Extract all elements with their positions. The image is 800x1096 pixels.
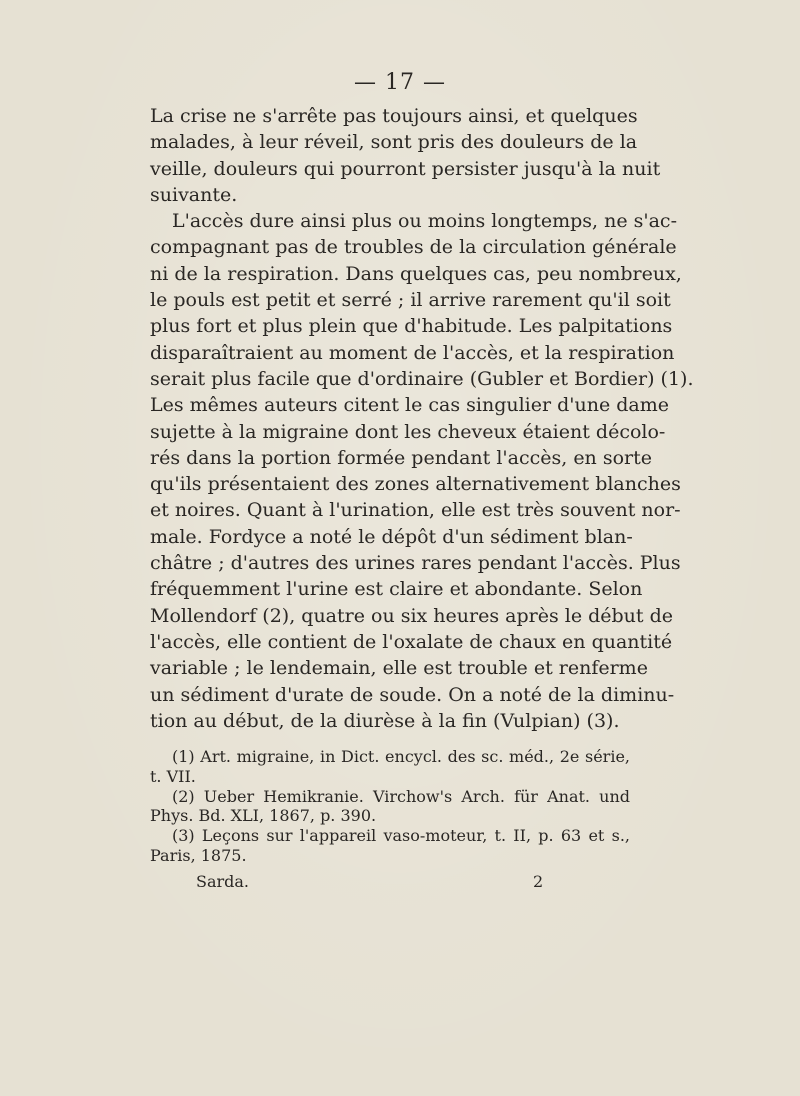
body-line: La crise ne s'arrête pas toujours ainsi, et quelques — [150, 105, 638, 127]
footnote-line: t. VII. — [150, 766, 196, 786]
body-line: rés dans la portion formée pendant l'accès, en sorte — [150, 446, 652, 469]
footnote-line: Paris, 1875. — [150, 845, 247, 865]
body-line: male. Fordyce a noté le dépôt d'un sédiment blan- — [150, 525, 633, 548]
footnote-line: (1) Art. migraine, in Dict. encycl. des sc. méd., 2e série, — [172, 747, 630, 766]
sheet-number: 2 — [533, 872, 544, 891]
footnote-line: Phys. Bd. XLI, 1867, p. 390. — [150, 806, 377, 826]
body-line: suivante. — [150, 183, 238, 206]
footnote-line: (2) Ueber Hemikranie. Virchow's Arch. für Anat. und — [172, 786, 630, 806]
body-line: Mollendorf (2), quatre ou six heures après le début de — [150, 604, 673, 627]
printer-signature: Sarda. — [196, 872, 250, 891]
body-line: le pouls est petit et serré ; il arrive rarement qu'il soit — [150, 289, 671, 312]
body-line: et noires. Quant à l'urination, elle est très souvent nor- — [150, 499, 681, 522]
footnote-line: (3) Leçons sur l'appareil vaso-moteur, t. II, p. 63 et s., — [172, 826, 630, 846]
body-line: l'accès, elle contient de l'oxalate de chaux en quantité — [150, 630, 673, 653]
body-text — [150, 103, 694, 734]
body-line: qu'ils présentaient des zones alternativement blanches — [150, 473, 681, 496]
body-line: L'accès dure ainsi plus ou moins longtemps, ne s'ac- — [172, 210, 677, 233]
page-footer — [0, 872, 800, 892]
body-line: plus fort et plus plein que d'habitude. Les palpitations — [150, 315, 673, 338]
body-line: variable ; le lendemain, elle est trouble et renferme — [150, 657, 648, 680]
body-line: disparaîtraient au moment de l'accès, et la respiration — [150, 341, 675, 364]
body-line: veille, douleurs qui pourront persister jusqu'à la nuit — [150, 157, 661, 180]
body-line: sujette à la migraine dont les cheveux étaient décolo- — [150, 420, 666, 443]
footnotes — [150, 747, 630, 866]
body-line: serait plus facile que d'ordinaire (Gubler et Bordier) (1). — [150, 367, 694, 390]
body-line: Les mêmes auteurs citent le cas singulier d'une dame — [150, 394, 670, 417]
body-line: compagnant pas de troubles de la circulation générale — [150, 236, 677, 259]
body-line: châtre ; d'autres des urines rares pendant l'accès. Plus — [150, 552, 681, 575]
body-line: ni de la respiration. Dans quelques cas, peu nombreux, — [150, 262, 682, 285]
page-number: — 17 — — [354, 70, 446, 95]
body-line: un sédiment d'urate de soude. On a noté de la diminu- — [150, 683, 675, 706]
body-line: malades, à leur réveil, sont pris des douleurs de la — [150, 131, 638, 154]
body-line: fréquemment l'urine est claire et abondante. Selon — [150, 578, 643, 601]
body-line: tion au début, de la diurèse à la fin (Vulpian) (3). — [150, 709, 620, 732]
